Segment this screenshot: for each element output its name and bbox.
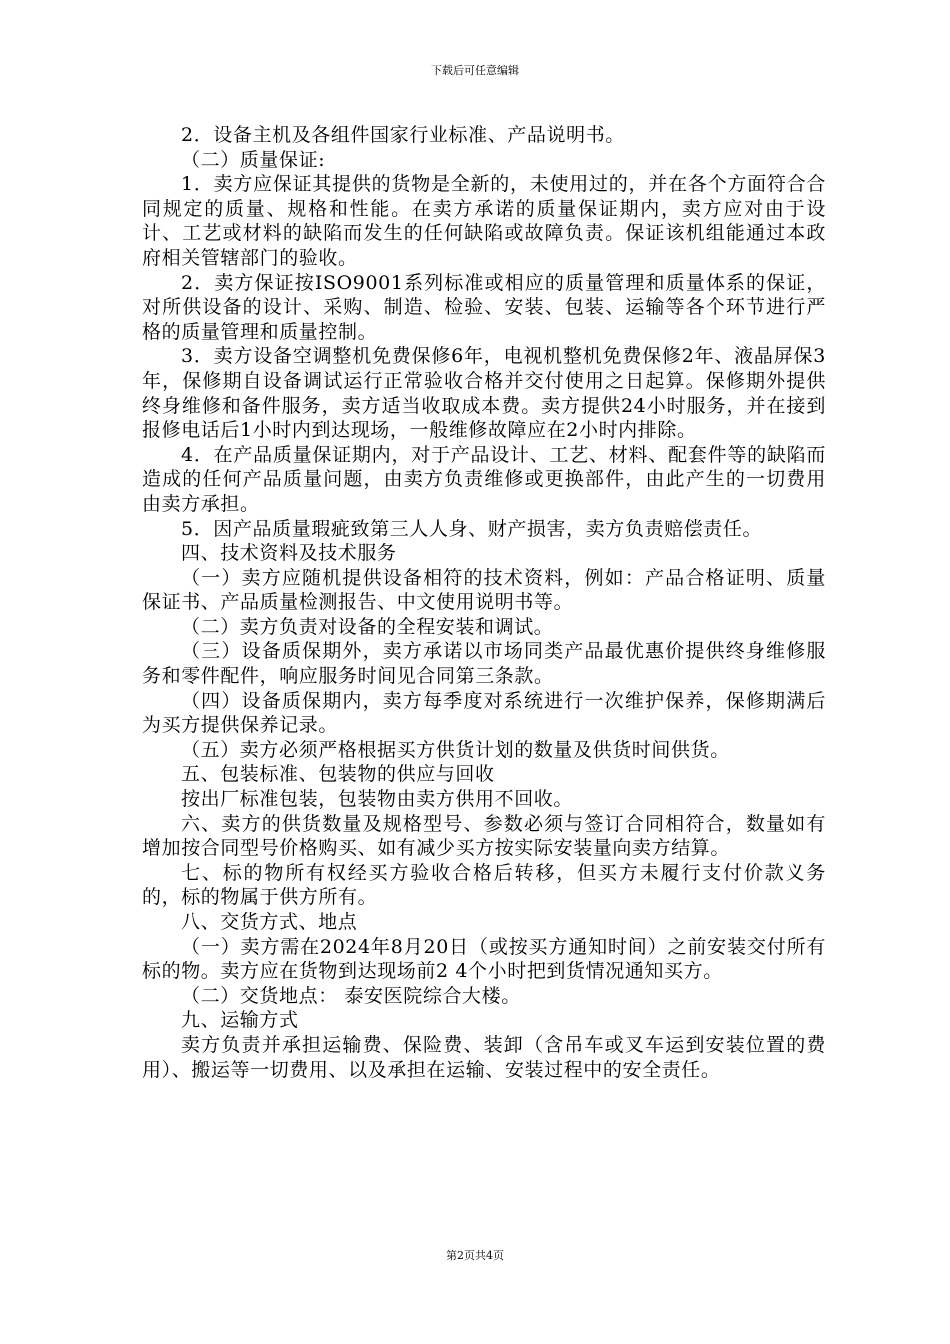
paragraph: （二）卖方负责对设备的全程安装和调试。 <box>181 615 554 638</box>
page-footer: 第2页共4页 <box>446 1249 504 1262</box>
paragraph: 2．设备主机及各组件国家行业标准、产品说明书。 <box>181 124 625 146</box>
paragraph: 5．因产品质量瑕疵致第三人人身、财产损害，卖方负责赔偿责任。 <box>181 517 763 540</box>
paragraph: （五）卖方必须严格根据买方供货计划的数量及供货时间供货。 <box>181 738 730 761</box>
section-heading: 八、交货方式、地点 <box>181 911 358 933</box>
paragraph: （一）卖方需在2024年8月20日（或按买方通知时间）之前安装交付所有标的物。卖方应在货物到达现场前2 4个小时把到货情况通知买方。 <box>142 935 826 983</box>
paragraph: 按出厂标准包装，包装物由卖方供用不回收。 <box>181 788 574 811</box>
paragraph: 卖方负责并承担运输费、保险费、装卸（含吊车或叉车运到安装位置的费用）、搬运等一切费用、以及承担在运输、安装过程中的安全责任。 <box>142 1033 826 1081</box>
document-body <box>142 123 826 1082</box>
paragraph: 3．卖方设备空调整机免费保修6年，电视机整机免费保修2年、液晶屏保3年，保修期自设备调试运行正常验收合格并交付使用之日起算。保修期外提供终身维修和备件服务，卖方适当收取成本费。卖方提供24小时服务，并在接到报修电话后1小时内到达现场，一般维修故障应在2小时内排除。 <box>142 345 826 442</box>
page-header: 下载后可任意编辑 <box>431 64 519 77</box>
paragraph: 1．卖方应保证其提供的货物是全新的，未使用过的，并在各个方面符合合同规定的质量、规格和性能。在卖方承诺的质量保证期内，卖方应对由于设计、工艺或材料的缺陷而发生的任何缺陷或故障负责。保证该机组能通过本政府相关管辖部门的验收。 <box>142 173 826 269</box>
section-heading: 五、包装标准、包装物的供应与回收 <box>181 763 495 786</box>
section-heading: 七、标的物所有权经买方验收合格后转移，但买方未履行支付价款义务的，标的物属于供方所有。 <box>142 861 826 909</box>
paragraph: （三）设备质保期外，卖方承诺以市场同类产品最优惠价提供终身维修服务和零件配件，响应服务时间见合同第三条款。 <box>142 640 826 688</box>
paragraph: 4．在产品质量保证期内，对于产品设计、工艺、材料、配套件等的缺陷而造成的任何产品质量问题，由卖方负责维修或更换部件，由此产生的一切费用由卖方承担。 <box>142 443 826 515</box>
section-heading: 九、运输方式 <box>181 1009 299 1032</box>
paragraph: （一）卖方应随机提供设备相符的技术资料，例如：产品合格证明、质量保证书、产品质量检测报告、中文使用说明书等。 <box>142 566 826 614</box>
paragraph: （二）交货地点： 泰安医院综合大楼。 <box>181 984 521 1007</box>
section-heading: 四、技术资料及技术服务 <box>181 542 397 565</box>
paragraph: （四）设备质保期内，卖方每季度对系统进行一次维护保养，保修期满后为买方提供保养记录。 <box>142 689 826 737</box>
paragraph: （二）质量保证: <box>181 148 326 171</box>
paragraph: 2．卖方保证按ISO9001系列标准或相应的质量管理和质量体系的保证，对所供设备的设计、采购、制造、检验、安装、包装、运输等各个环节进行严格的质量管理和质量控制。 <box>142 271 826 343</box>
section-heading: 六、卖方的供货数量及规格型号、参数必须与签订合同相符合，数量如有增加按合同型号价格购买、如有减少买方按实际安装量向卖方结算。 <box>142 812 826 860</box>
